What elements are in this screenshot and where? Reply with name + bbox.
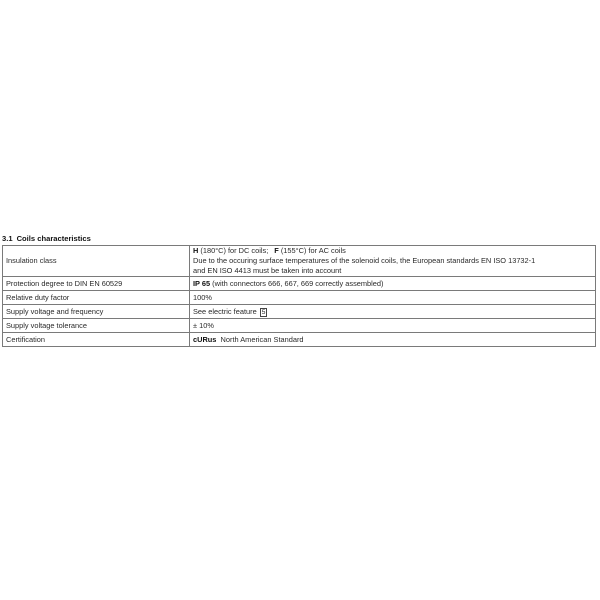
row-label: Relative duty factor: [3, 291, 190, 305]
f-class-text: (155°C) for AC coils: [278, 246, 346, 255]
coils-characteristics-section: [2, 234, 596, 347]
row-value: [190, 246, 596, 277]
row-value: 100%: [190, 291, 596, 305]
insulation-note-line-2: and EN ISO 4413 must be taken into account: [193, 266, 342, 275]
insulation-note-line-1: Due to the occuring surface temperatures of the solenoid coils, the European standards EN ISO 13732-1: [193, 256, 536, 265]
row-value: [190, 333, 596, 347]
table-row-supply-voltage: [3, 305, 596, 319]
curus-mark: cURus: [193, 334, 217, 344]
table-row-insulation-class: [3, 246, 596, 277]
section-title: Coils characteristics: [16, 234, 91, 243]
row-label: Protection degree to DIN EN 60529: [3, 277, 190, 291]
feature-reference-box: 5: [261, 308, 266, 316]
row-label: Certification: [3, 333, 190, 347]
h-class-text: (180°C) for DC coils;: [198, 246, 269, 255]
row-label: Supply voltage tolerance: [3, 319, 190, 333]
insulation-class-line: [193, 246, 592, 256]
table-row-protection-degree: [3, 277, 596, 291]
row-value: ± 10%: [190, 319, 596, 333]
table-row-duty-factor: [3, 291, 596, 305]
row-value: [190, 277, 596, 291]
table-row-certification: [3, 333, 596, 347]
table-row-voltage-tolerance: [3, 319, 596, 333]
ip-text: (with connectors 666, 667, 669 correctly assembled): [210, 278, 384, 288]
row-value: [190, 305, 596, 319]
certification-text: North American Standard: [220, 334, 304, 344]
coils-characteristics-table: [2, 245, 596, 347]
row-label: Supply voltage and frequency: [3, 305, 190, 319]
row-label: Insulation class: [3, 246, 190, 277]
ip-code: IP 65: [193, 278, 211, 288]
supply-text: See electric feature: [193, 306, 257, 316]
h-class-code: H: [193, 246, 199, 255]
section-heading: [2, 234, 596, 244]
f-class-code: F: [274, 246, 279, 255]
section-number: 3.1: [2, 234, 13, 243]
